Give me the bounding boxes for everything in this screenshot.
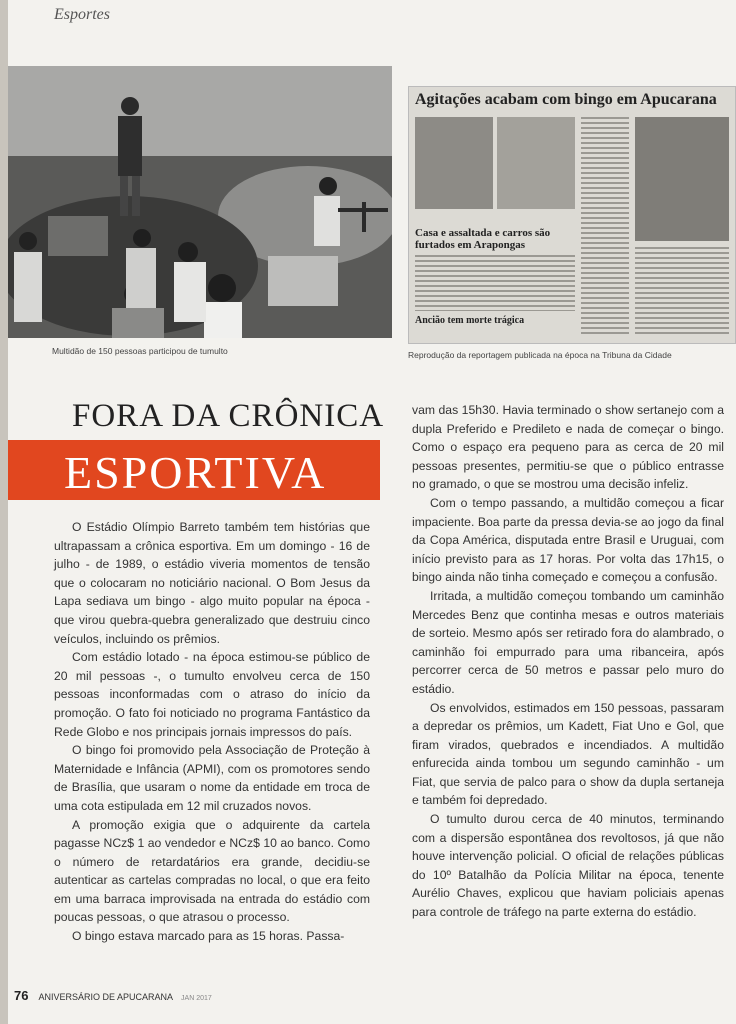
paragraph: O bingo estava marcado para as 15 horas. Passa- <box>72 929 345 944</box>
magazine-page <box>8 0 736 1024</box>
clipping-photo-1 <box>415 117 493 209</box>
publication-name: ANIVERSÁRIO DE APUCARANA <box>38 992 173 1002</box>
page-number: 76 <box>14 988 29 1003</box>
paragraph: A promoção exigia que o adquirente da cartela pagasse NCz$ 1 ao vendedor e NCz$ 10 ao banco. Como o número de retardatários era grande, decidiu-se autenticar as cartelas compradas no local, o que era feito em uma barraca improvisada na entrada do estádio com poucas pessoas, o que atrasou o processo. <box>54 817 370 925</box>
section-tag: Esportes <box>54 6 110 23</box>
paragraph: Com o tempo passando, a multidão começou a ficar impaciente. Boa parte da pressa devia-se ao jogo da final da Copa América, disputada entre Brasil e Uruguai, com início previsto para as 17 horas. Por volta das 17h15, o bingo ainda não tinha começado e começou a confusão. <box>412 495 724 585</box>
clipping-subheadline: Casa e assaltada e carros são furtados em Arapongas <box>415 227 551 251</box>
clipping-subheadline-2: Ancião tem morte trágica <box>415 315 525 326</box>
paragraph: Com estádio lotado - na época estimou-se público de 20 mil pessoas -, o tumulto envolveu cerca de 150 pessoas inconformadas com o atraso do início da promoção. O fato foi noticiado no programa Fantástico da Rede Globo e nos principais jornais impressos do país. <box>54 650 370 739</box>
paragraph: O Estádio Olímpio Barreto também tem histórias que ultrapassam a crônica esportiva. Em um domingo - 16 de julho - de 1989, o estádio viveria momentos de tensão que o colocaram no noticiário nacional. O Bom Jesus da Lapa sediava um bingo - algo muito popular na época - que virou quebra-quebra generalizado que destruiu cinco veículos, incluindo os prêmios. <box>54 520 370 646</box>
article-column-1 <box>54 518 370 946</box>
crowd-photo <box>8 66 392 338</box>
clipping-text-column-2 <box>635 247 729 337</box>
paragraph: O bingo foi promovido pela Associação de Proteção à Maternidade e Infância (APMI), com os promotores sendo de Brasília, que usaram o nome da entidade em troca de uma cota estipulada em 12 mil cruzados novos. <box>54 743 370 813</box>
clipping-photo-3 <box>635 117 729 241</box>
newspaper-clipping <box>408 86 736 344</box>
publication-date: JAN 2017 <box>181 995 212 1002</box>
left-photo-caption: Multidão de 150 pessoas participou de tumulto <box>52 346 228 356</box>
article-title-line-1: FORA DA CRÔNICA <box>72 398 385 434</box>
paragraph: Irritada, a multidão começou tombando um caminhão Mercedes Benz que continha mesas e outros materiais de sorteio. Mesmo após ser retirado fora do alambrado, o caminhão foi empurrado para uma ribanceira, após percorrer cerca de 50 metros e passar pelo muro do estádio. <box>412 588 724 696</box>
right-photo-caption: Reprodução da reportagem publicada na época na Tribuna da Cidade <box>408 350 672 360</box>
clipping-text-column-3 <box>415 255 575 311</box>
clipping-text-column <box>581 117 629 337</box>
paragraph: Os envolvidos, estimados em 150 pessoas, passaram a depredar os prêmios, um Kadett, Fiat Uno e Gol, que firam virados, quebrados e incendiados. A multidão enfurecida ainda tombou um segundo caminhão - um Fiat, que servia de palco para o show da dupla sertaneja e também foi depredado. <box>412 700 724 808</box>
page-footer <box>14 988 212 1003</box>
clipping-headline: Agitações acabam com bingo em Apucarana <box>415 91 717 108</box>
paragraph-continuation: vam das 15h30. Havia terminado o show sertanejo com a dupla Preferido e Predileto e nada de começar o bingo. Como o espaço era pequeno para as cerca de 20 mil pessoas presentes, permitiu-se que o público entrasse no gramado, o que se mostrou uma decisão infeliz. <box>412 403 724 492</box>
article-title-line-2: ESPORTIVA <box>64 447 327 498</box>
paragraph: O tumulto durou cerca de 40 minutos, terminando com a dispersão espontânea dos revoltosos, já que não houve intervenção policial. O oficial de relações públicas do 10º Batalhão da Polícia Militar na época, tenente Aurélio Chaves, explicou que haviam policiais apenas para controle de tráfego na parte externa do estádio. <box>412 812 724 920</box>
clipping-photo-2 <box>497 117 575 209</box>
article-column-2 <box>412 401 724 922</box>
crowd-photo-illustration <box>8 66 392 338</box>
